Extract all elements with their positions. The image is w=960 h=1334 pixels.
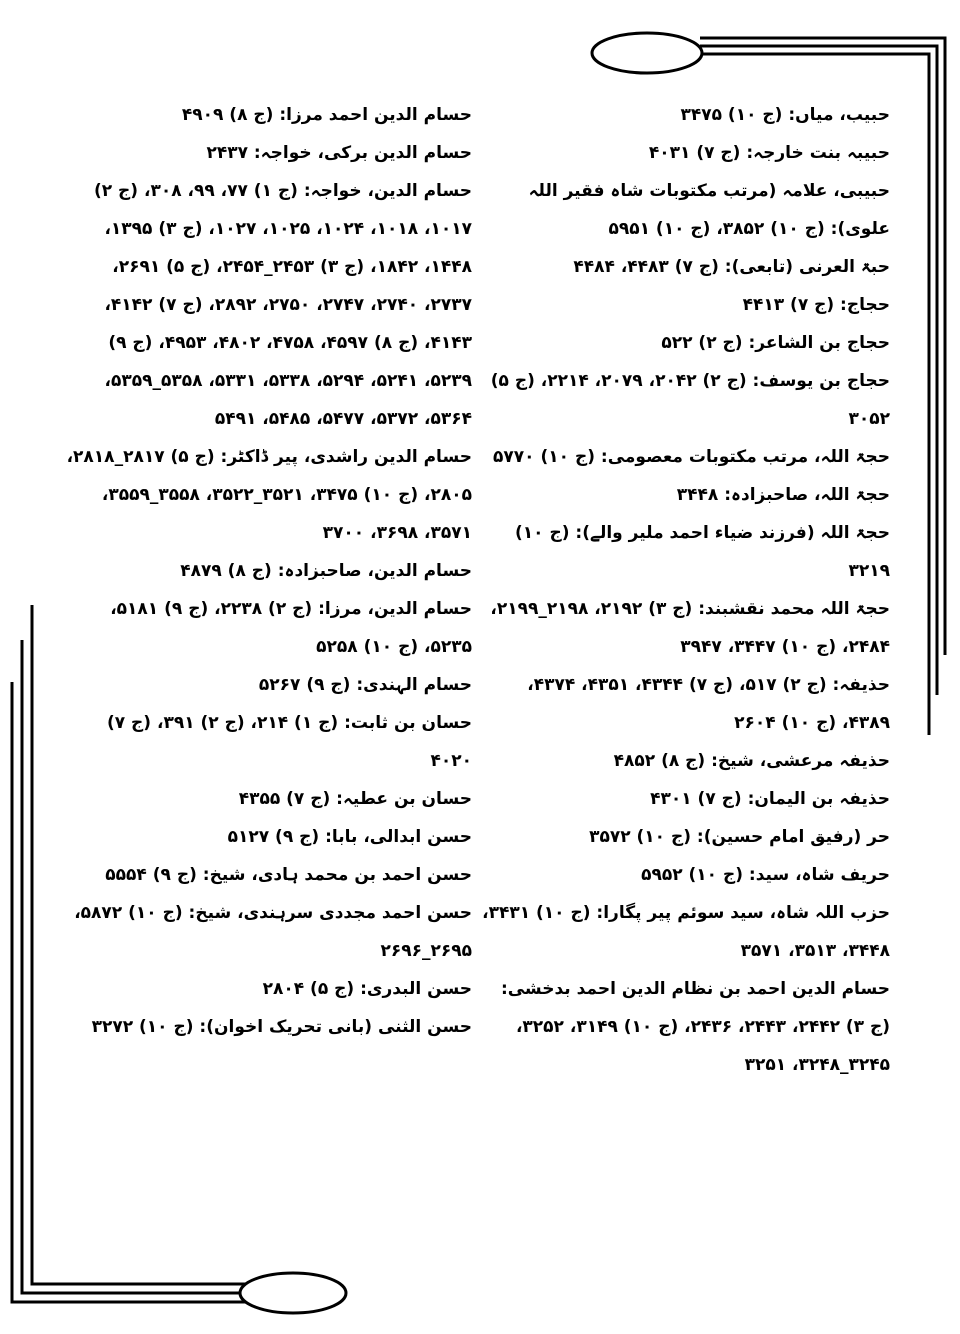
- index-entry: حذیفہ بن الیمان: (ج ۷) ۴۳۰۱: [650, 789, 890, 809]
- bottom-oval-ornament: [240, 1273, 346, 1313]
- index-entry: حسام الدین، مرزا: (ج ۲) ۲۲۳۸، (ج ۹) ۵۱۸۱، ۵۲۳۵، (ج ۱۰) ۵۲۵۸: [110, 599, 472, 657]
- index-entry: حزب اللہ شاہ، سید سوئم پیر پگارا: (ج ۱۰) ۳۴۳۱، ۳۴۴۸، ۳۵۱۳، ۳۵۷۱: [482, 903, 890, 961]
- index-entry: حر (رفیق امام حسین): (ج ۱۰) ۳۵۷۲: [589, 827, 890, 847]
- index-entry: حجۃ اللہ (فرزند ضیاء احمد ملیر والے): (ج ۱۰) ۳۲۱۹: [515, 523, 890, 581]
- index-entry: حسام الدین برکی، خواجہ: ۲۴۳۷: [206, 143, 472, 163]
- index-entry: حجۃ اللہ، صاحبزادہ: ۳۴۴۸: [676, 485, 890, 505]
- index-entry: حسان بن عطیہ: (ج ۷) ۴۳۵۵: [238, 789, 472, 809]
- index-entry: حجۃ اللہ محمد نقشبند: (ج ۳) ۲۱۹۲، ۲۱۹۸_۲۱۹۹، ۲۴۸۴، (ج ۱۰) ۳۴۴۷، ۳۹۴۷: [490, 599, 890, 657]
- index-entry: حبۃ العرنی (تابعی): (ج ۷) ۴۴۸۳، ۴۴۸۴: [573, 257, 890, 277]
- top-oval-ornament: [592, 33, 702, 73]
- index-column-left: [62, 96, 472, 1046]
- index-entry: حسان بن ثابت: (ج ۱) ۲۱۴، (ج ۲) ۳۹۱، (ج ۷) ۴۰۲۰: [106, 713, 472, 771]
- index-entry: حبیبی، علامہ (مرتب مکتوبات شاہ فقیر اللہ علوی): (ج ۱۰) ۳۸۵۲، (ج ۱۰) ۵۹۵۱: [528, 181, 890, 239]
- index-entry: حسن الثنی (بانی تحریک اخوان): (ج ۱۰) ۳۲۷۲: [91, 1017, 472, 1037]
- index-entry: حسام الدین احمد مرزا: (ج ۸) ۴۹۰۹: [181, 105, 472, 125]
- index-entry: حسن احمد بن محمد ہادی، شیخ: (ج ۹) ۵۵۵۴: [105, 865, 472, 885]
- index-entry: حسام الدین احمد بن نظام الدین احمد بدخشی: (ج ۳) ۲۴۴۲، ۲۴۴۳، ۲۴۳۶، (ج ۱۰) ۳۱۴۹، ۳۲۵۲، ۳۲۴۵_۳۲۴۸، ۳۲۵۱: [500, 979, 890, 1075]
- index-entry: حسن البدری: (ج ۵) ۲۸۰۴: [262, 979, 472, 999]
- index-entry: حسام الہندی: (ج ۹) ۵۲۶۷: [258, 675, 472, 695]
- index-column-right: [480, 96, 890, 1084]
- index-entry: حسام الدین راشدی، پیر ڈاکٹر: (ج ۵) ۲۸۱۷_۲۸۱۸، ۲۸۰۵، (ج ۱۰) ۳۴۷۵، ۳۵۲۱_۳۵۲۲، ۳۵۵۸_۳۵۵۹، ۳۵۷۱، ۳۶۹۸، ۳۷۰۰: [66, 447, 472, 543]
- index-entry: حجاج بن الشاعر: (ج ۲) ۵۲۲: [661, 333, 890, 353]
- index-entry: حسن احمد مجددی سرہندی، شیخ: (ج ۱۰) ۵۸۷۲، ۲۶۹۵_۲۶۹۶: [74, 903, 472, 961]
- index-entry: حجاج: (ج ۷) ۴۴۱۳: [742, 295, 890, 315]
- index-entry: حذیفہ: (ج ۲) ۵۱۷، (ج ۷) ۴۳۴۴، ۴۳۵۱، ۴۳۷۴، ۴۳۸۹، (ج ۱۰) ۲۶۰۴: [527, 675, 890, 733]
- index-entry: حسن ابدالی، بابا: (ج ۹) ۵۱۲۷: [227, 827, 472, 847]
- index-entry: حجاج بن یوسف: (ج ۲) ۲۰۴۲، ۲۰۷۹، ۲۲۱۴، (ج ۵) ۳۰۵۲: [490, 371, 890, 429]
- index-entry: حذیفہ مرعشی، شیخ: (ج ۸) ۴۸۵۲: [613, 751, 890, 771]
- index-entry: حبیب، میاں: (ج ۱۰) ۳۴۷۵: [680, 105, 890, 125]
- index-entry: حریف شاہ، سید: (ج ۱۰) ۵۹۵۲: [641, 865, 890, 885]
- index-entry: حجۃ اللہ، مرتب مکتوبات معصومی: (ج ۱۰) ۵۷۷۰: [493, 447, 890, 467]
- index-entry: حبیبہ بنت خارجہ: (ج ۷) ۴۰۳۱: [648, 143, 890, 163]
- index-entry: حسام الدین، خواجہ: (ج ۱) ۷۷، ۹۹، ۳۰۸، (ج ۲) ۱۰۱۷، ۱۰۱۸، ۱۰۲۴، ۱۰۲۵، ۱۰۲۷، (ج ۳) ۱۳۹۵، ۱۴۴۸، ۱۸۴۲، (ج ۳) ۲۴۵۳_۲۴۵۴، (ج ۵) ۲۶۹۱، ۲۷۳۷، ۲۷۴۰، ۲۷۴۷، ۲۷۵۰، ۲۸۹۲، (ج ۷) ۴۱۴۲، ۴۱۴۳، (ج ۸) ۴۵۹۷، ۴۷۵۸، ۴۸۰۲، ۴۹۵۳، (ج ۹) ۵۲۳۹، ۵۲۴۱، ۵۲۹۴، ۵۳۳۸، ۵۳۳۱، ۵۳۵۸_۵۳۵۹، ۵۳۶۴، ۵۳۷۲، ۵۴۷۷، ۵۴۸۵، ۵۴۹۱: [93, 181, 472, 429]
- index-entry: حسام الدین، صاحبزادہ: (ج ۸) ۴۸۷۹: [180, 561, 472, 581]
